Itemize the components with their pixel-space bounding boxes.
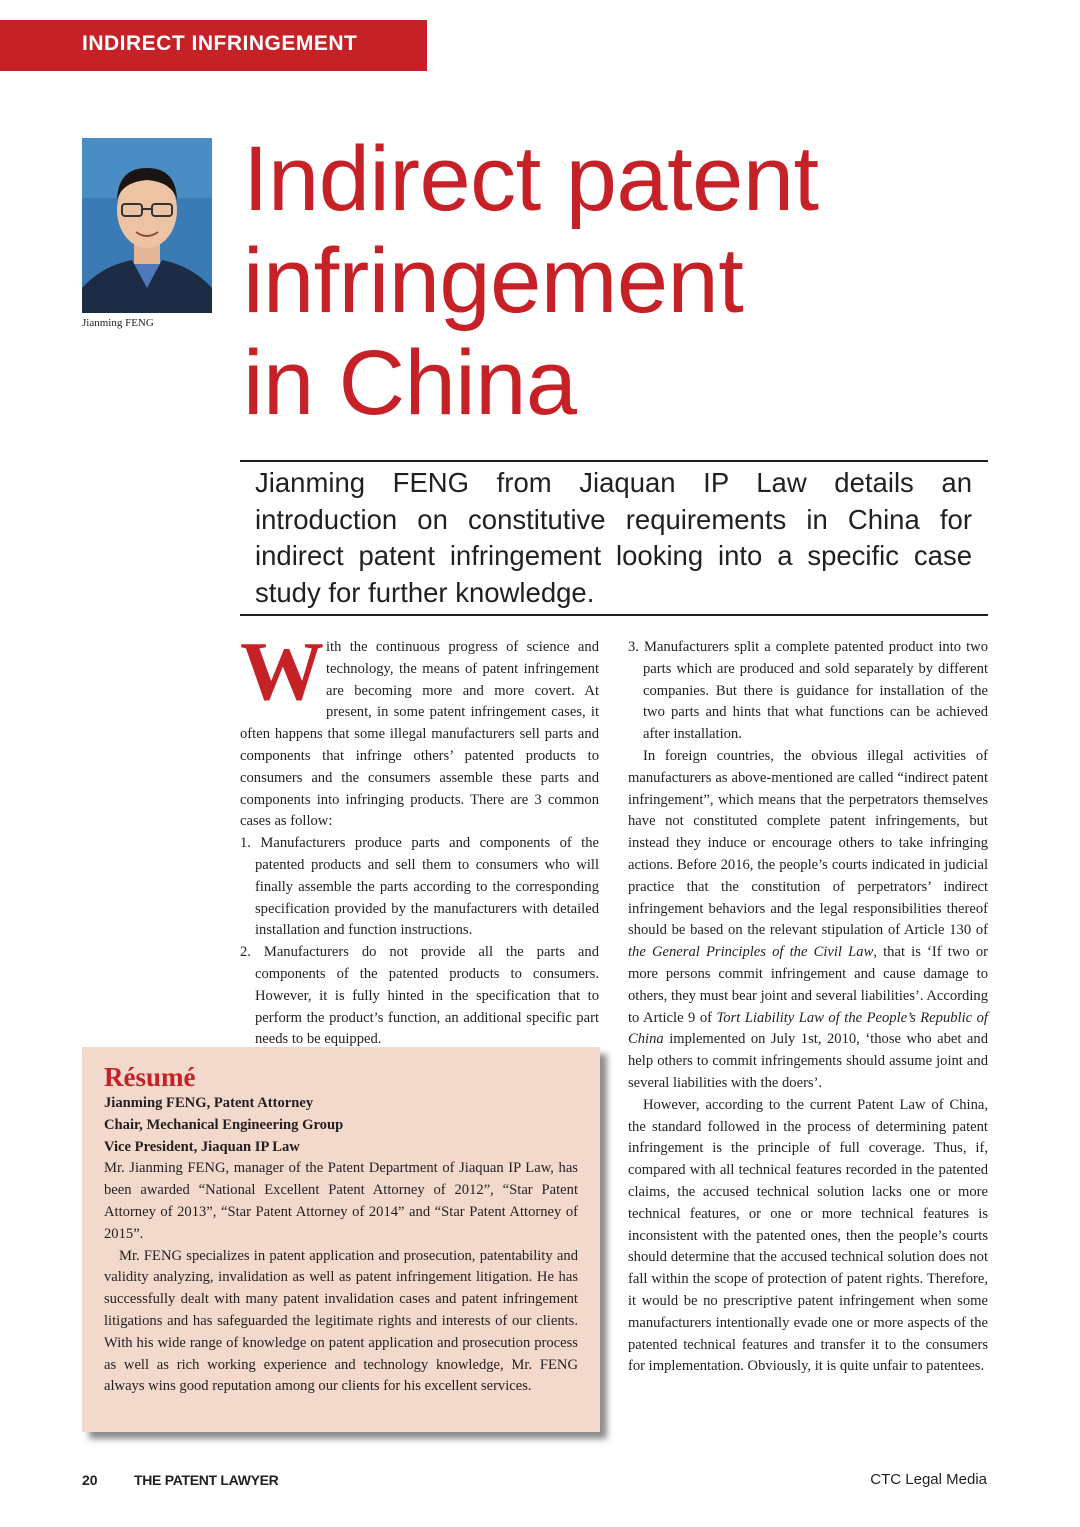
headline-line: Indirect patent (243, 128, 819, 230)
resume-paragraph: Mr. FENG specializes in patent application and prosecution, patentability and validity analyzing, invalidation as well as patent infringement litigation. He has successfully dealt with many patent invalidation cases and patent infringement litigations and has safeguarded the legitimate rights and interests of our clients. With his wide range of knowledge on patent application and prosecution process as well as rich working experience and technology knowledge, Mr. FENG always wins good reputation among our clients for his excellent services. (104, 1247, 578, 1395)
photo-caption: Jianming FENG (82, 317, 154, 329)
body-paragraph: However, according to the current Patent Law of China, the standard followed in the process of determining patent infringement is the principle of full coverage. Thus, if, compared with all technical features recorded in the patented claims, the accused technical solution lacks one or more technical features, or one or more technical features is inconsistent with the patented ones, then the people’s courts should determine that the accused technical solution does not fall within the scope of protection of patent rights. Therefore, it would be no prescriptive patent infringement when some manufacturers intentionally evade one or more aspects of the patented technical features and transfer it to the consumers for implementation. Obviously, it is quite unfair to patentees. (628, 1096, 988, 1375)
body-column-left (240, 625, 599, 1051)
headline-line: infringement (243, 230, 744, 332)
publisher-name: CTC Legal Media (870, 1471, 987, 1488)
standfirst-rule-bottom (240, 614, 988, 616)
list-item: 3. Manufacturers split a complete patented product into two parts which are produced and sold separately by different companies. But there is guidance for installation of the two parts and hints that what functions can be achieved after installation. (628, 639, 988, 743)
drop-cap: W (240, 625, 324, 718)
law-title: Tort Liability Law of the People’s Republic of China (628, 1009, 988, 1048)
section-tab: INDIRECT INFRINGEMENT (0, 20, 427, 71)
author-photo (82, 138, 212, 313)
list-item: 1. Manufacturers produce parts and components of the patented products and sell them to consumers who will finally assemble the parts according to the corresponding specification provided by the manufacturers with detailed installation and function instructions. (240, 835, 599, 939)
headline (243, 128, 963, 434)
body-column-right (628, 637, 988, 1378)
magazine-name: THE PATENT LAWYER (134, 1472, 279, 1488)
resume-role: Jianming FENG, Patent Attorney (104, 1095, 314, 1111)
list-item: 2. Manufacturers do not provide all the parts and components of the patented products to consumers. However, it is fully hinted in the specification that to perform the product’s function, an additional specific part needs to be equipped. (240, 944, 599, 1048)
standfirst-rule-top (240, 460, 988, 462)
resume-box (82, 1047, 600, 1432)
resume-paragraph: Mr. Jianming FENG, manager of the Patent Department of Jiaquan IP Law, has been awarded “National Excellent Patent Attorney of 2012”, “Star Patent Attorney of 2013”, “Star Patent Attorney of 2014” and “Star Patent Attorney of 2015”. (104, 1160, 578, 1242)
resume-title: Résumé (104, 1062, 196, 1092)
headline-line: in China (243, 332, 577, 434)
resume-role: Chair, Mechanical Engineering Group (104, 1116, 344, 1133)
law-title: the General Principles of the Civil Law (628, 944, 874, 961)
author-portrait-image (82, 138, 212, 313)
intro-text: ith the continuous progress of science and technology, the means of patent infringement are becoming more and more covert. At present, in some patent infringement cases, it often happens that some illegal manufacturers sell parts and components that infringe others’ patented products to consumers and the consumers assemble these parts and components into infringing products. There are 3 common cases as follow: (240, 639, 599, 830)
intro-paragraph (240, 625, 599, 833)
paragraph-text: , that is ‘If two or more persons commit infringement and cause damage to others, they must bear joint and several liabilities’. According to Article 9 of (628, 944, 989, 1026)
resume-role: Vice President, Jiaquan IP Law (104, 1138, 300, 1155)
page-number: 20 (82, 1472, 98, 1488)
body-paragraph (628, 746, 988, 1095)
paragraph-text: implemented on July 1st, 2010, ‘those who abet and help others to commit infringements should assume joint and several liabilities with the doers’. (628, 1031, 988, 1091)
standfirst: Jianming FENG from Jiaquan IP Law details an introduction on constitutive requirements in China for indirect patent infringement looking into a specific case study for further knowledge. (255, 467, 972, 608)
paragraph-text: In foreign countries, the obvious illegal activities of manufacturers as above-mentioned are called “indirect patent infringement”, which means that the perpetrators themselves have not constituted complete patent infringements, but instead they induce or encourage others to take infringing actions. Before 2016, the people’s courts indicated in judicial practice that the constitution of perpetrators’ indirect infringement behaviors and the legal responsibilities thereof should be based on the relevant stipulation of Article 130 of (628, 747, 988, 939)
